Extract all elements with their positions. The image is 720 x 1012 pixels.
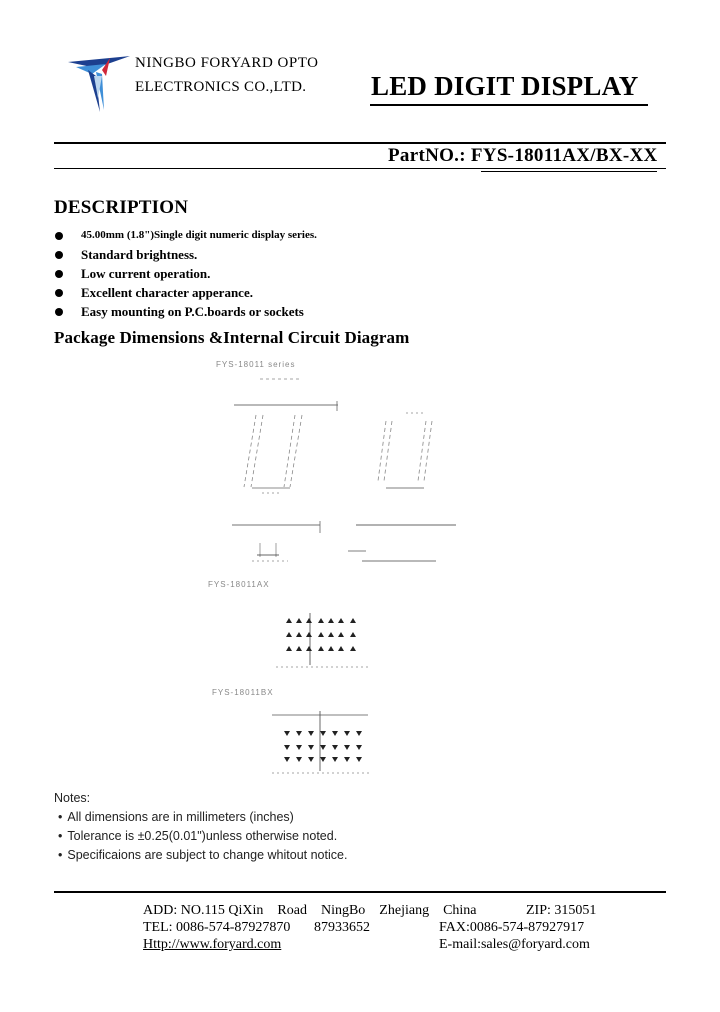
feature-item: 45.00mm (1.8")Single digit numeric display series. [54,226,317,245]
ax-label: FYS-18011AX [208,580,270,589]
company-logo [66,54,132,114]
footer-phone-alt: 87933652 [314,920,370,935]
notes-block [54,789,347,865]
footer-address: ADD: NO.115 QiXin Road NingBo Zhejiang China [143,903,477,918]
part-number-underline [481,171,657,172]
footer-zip: ZIP: 315051 [526,903,597,918]
note-item: • All dimensions are in millimeters (inches) [58,810,294,824]
feature-list [54,226,317,321]
document-title: LED DIGIT DISPLAY [371,71,639,101]
footer-divider [54,891,666,893]
note-item: • Specificaions are subject to change whitout notice. [58,848,348,862]
feature-item: Easy mounting on P.C.boards or sockets [54,302,317,321]
part-number: PartNO.: FYS-18011AX/BX-XX [388,145,658,166]
header-divider [54,142,666,144]
footer-email: E-mail:sales@foryard.com [439,937,590,952]
header-divider-lower [54,168,666,169]
package-dimension-drawing [200,355,480,785]
feature-item: Low current operation. [54,264,317,283]
description-heading: DESCRIPTION [54,197,189,218]
package-heading: Package Dimensions &Internal Circuit Diagram [54,328,410,347]
note-item: • Tolerance is ±0.25(0.01")unless otherwise noted. [58,829,338,843]
bx-label: FYS-18011BX [212,688,274,697]
footer-fax: FAX:0086-574-87927917 [439,920,585,935]
website-link[interactable]: Http://www.foryard.com [143,937,282,952]
series-label: FYS-18011 series [216,360,296,369]
feature-item: Standard brightness. [54,245,317,264]
company-name-line2: ELECTRONICS CO.,LTD. [135,79,307,95]
footer-phone: TEL: 0086-574-87927870 [143,920,291,935]
notes-heading: Notes: [54,791,91,805]
company-name-line1: NINGBO FORYARD OPTO [135,55,319,71]
feature-item: Excellent character apperance. [54,283,317,302]
title-underline [370,104,648,106]
